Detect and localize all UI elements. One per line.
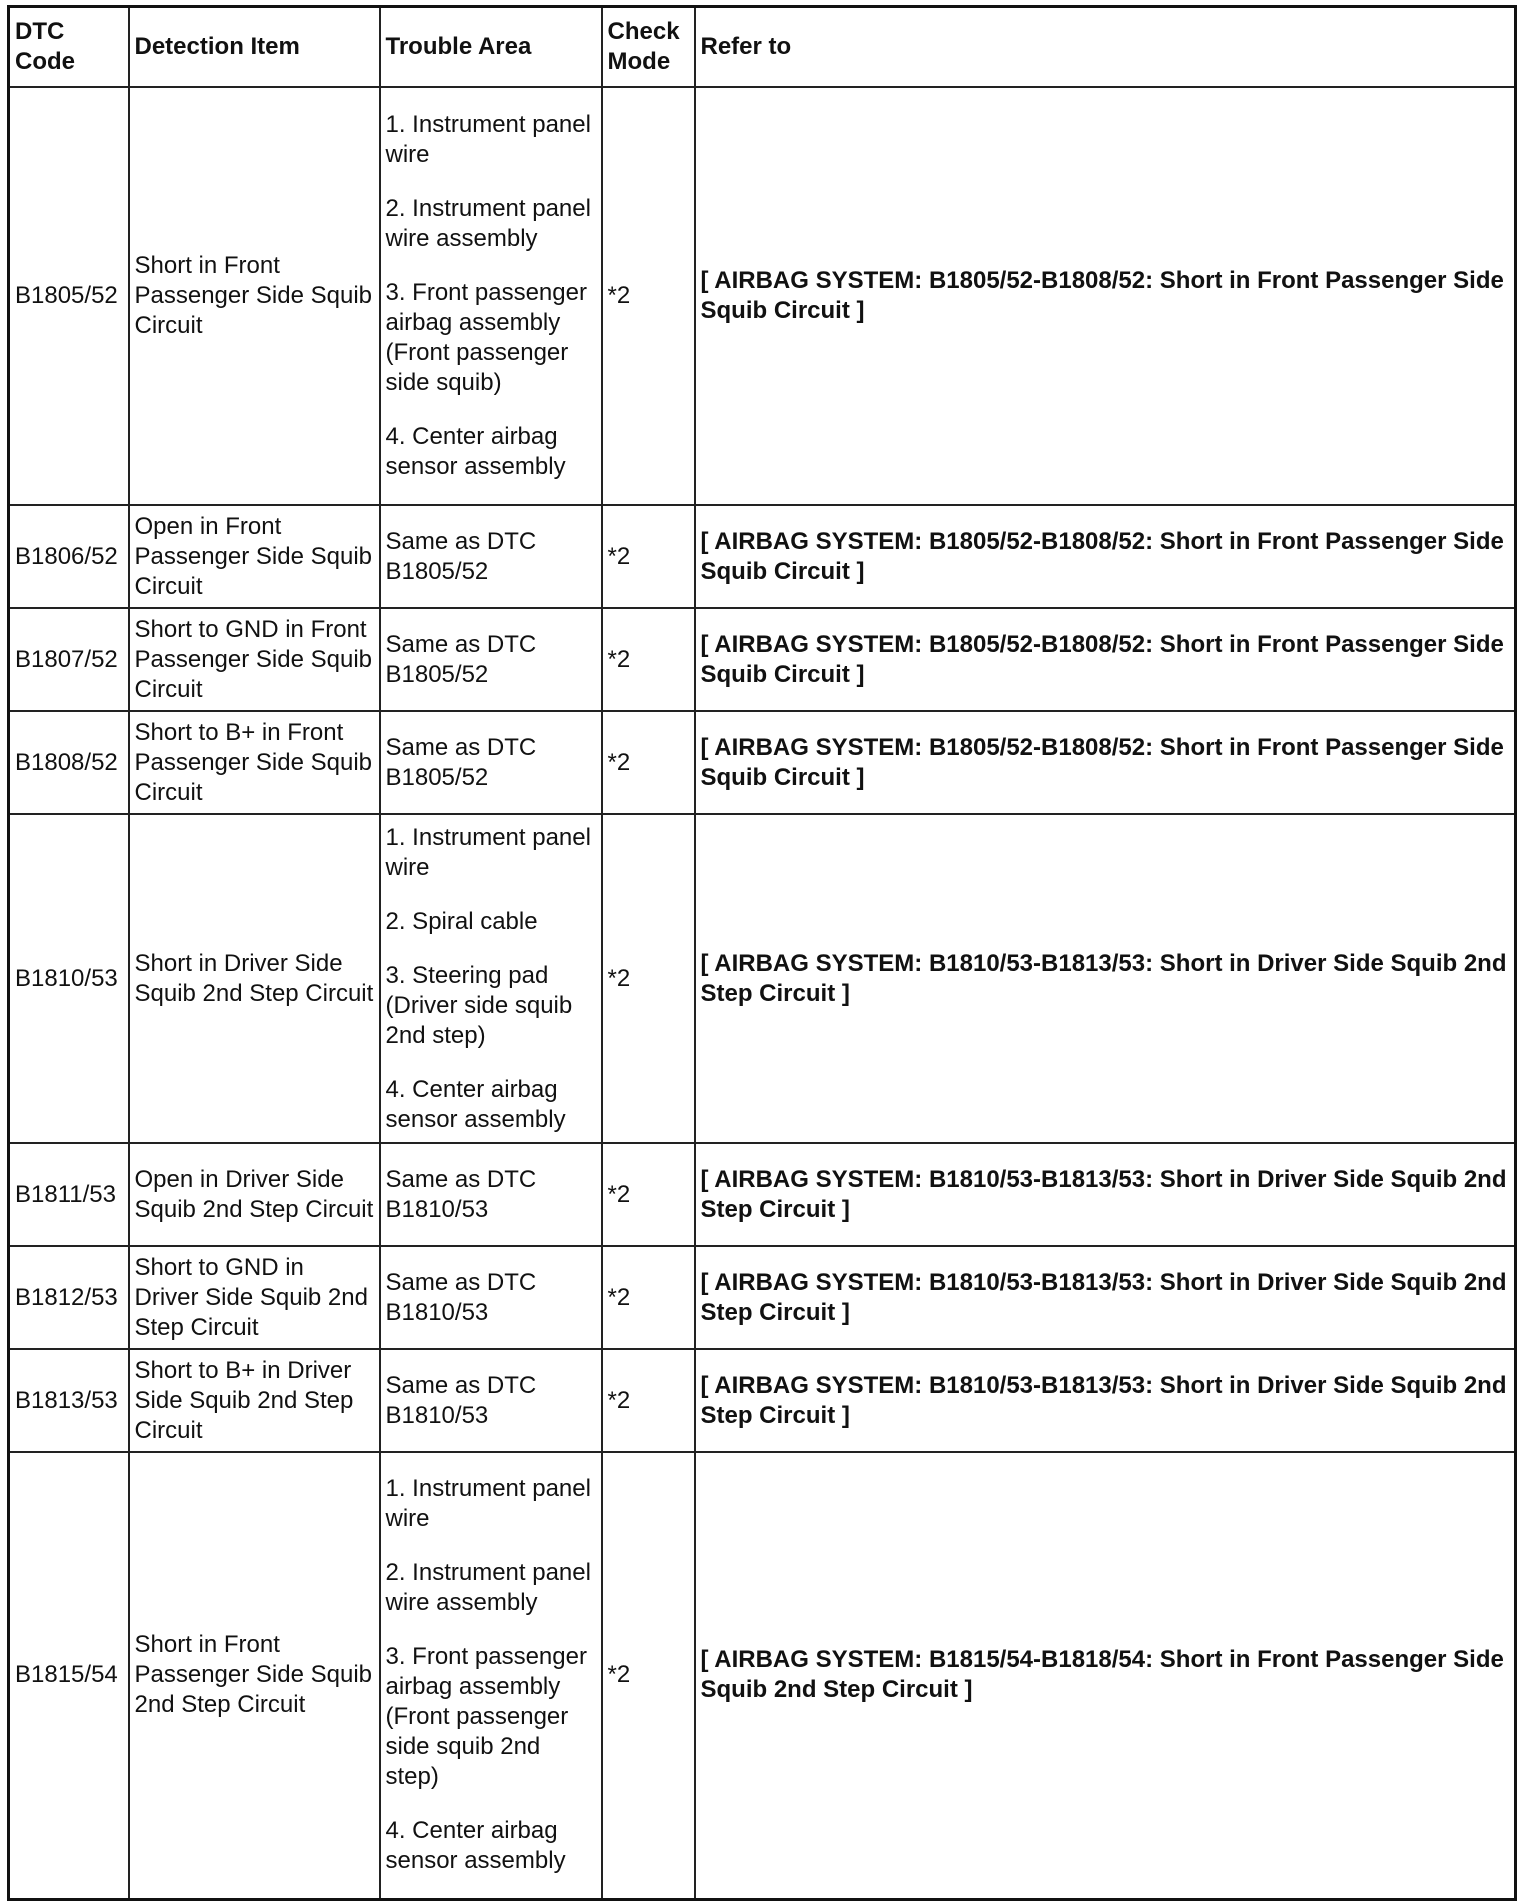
table-row bbox=[9, 1246, 1516, 1349]
trouble-area-cell bbox=[380, 814, 602, 1143]
refer-to-cell[interactable]: [ AIRBAG SYSTEM: B1810/53-B1813/53: Short in Driver Side Squib 2nd Step Circuit ] bbox=[695, 1246, 1516, 1349]
check-mode-cell: *2 bbox=[602, 1143, 695, 1246]
trouble-area-line: 1. Instrument panel wire bbox=[385, 823, 591, 881]
check-mode-cell: *2 bbox=[602, 814, 695, 1143]
refer-to-cell[interactable]: [ AIRBAG SYSTEM: B1815/54-B1818/54: Short in Front Passenger Side Squib 2nd Step Circuit ] bbox=[695, 1452, 1516, 1899]
dtc-table bbox=[7, 5, 1517, 1901]
trouble-area-line: Same as DTC B1805/52 bbox=[385, 630, 537, 688]
table-row bbox=[9, 505, 1516, 608]
page bbox=[7, 5, 1517, 1901]
table-row bbox=[9, 87, 1516, 505]
trouble-area-line: Same as DTC B1805/52 bbox=[385, 527, 537, 585]
trouble-area-cell bbox=[380, 1349, 602, 1452]
detection-item-cell: Short to B+ in Front Passenger Side Squib Circuit bbox=[129, 711, 380, 814]
trouble-area-line: Same as DTC B1810/53 bbox=[385, 1371, 537, 1429]
trouble-area-line: 2. Spiral cable bbox=[385, 907, 538, 935]
header-row bbox=[9, 7, 1516, 88]
detection-item-cell: Short in Driver Side Squib 2nd Step Circuit bbox=[129, 814, 380, 1143]
header-detection-item: Detection Item bbox=[129, 7, 380, 88]
table-row bbox=[9, 1143, 1516, 1246]
refer-to-cell[interactable]: [ AIRBAG SYSTEM: B1810/53-B1813/53: Short in Driver Side Squib 2nd Step Circuit ] bbox=[695, 814, 1516, 1143]
check-mode-cell: *2 bbox=[602, 1246, 695, 1349]
trouble-area-cell bbox=[380, 1452, 602, 1899]
trouble-area-cell bbox=[380, 1143, 602, 1246]
check-mode-cell: *2 bbox=[602, 1452, 695, 1899]
trouble-area-line: 1. Instrument panel wire bbox=[385, 1475, 591, 1533]
dtc-code-cell: B1805/52 bbox=[9, 87, 129, 505]
check-mode-cell: *2 bbox=[602, 87, 695, 505]
table-row bbox=[9, 814, 1516, 1143]
table-row bbox=[9, 1349, 1516, 1452]
trouble-area-line: 4. Center airbag sensor assembly bbox=[385, 1817, 566, 1875]
detection-item-cell: Short in Front Passenger Side Squib Circuit bbox=[129, 87, 380, 505]
refer-to-cell[interactable]: [ AIRBAG SYSTEM: B1805/52-B1808/52: Short in Front Passenger Side Squib Circuit ] bbox=[695, 87, 1516, 505]
trouble-area-line: 3. Front passenger airbag assembly (Front passenger side squib 2nd step) bbox=[385, 1643, 587, 1791]
trouble-area-cell bbox=[380, 711, 602, 814]
refer-to-cell[interactable]: [ AIRBAG SYSTEM: B1810/53-B1813/53: Short in Driver Side Squib 2nd Step Circuit ] bbox=[695, 1143, 1516, 1246]
trouble-area-cell bbox=[380, 87, 602, 505]
header-dtc-code: DTC Code bbox=[9, 7, 129, 88]
refer-to-cell[interactable]: [ AIRBAG SYSTEM: B1805/52-B1808/52: Short in Front Passenger Side Squib Circuit ] bbox=[695, 711, 1516, 814]
trouble-area-line: Same as DTC B1805/52 bbox=[385, 733, 537, 791]
trouble-area-line: 4. Center airbag sensor assembly bbox=[385, 1075, 566, 1133]
detection-item-cell: Short in Front Passenger Side Squib 2nd Step Circuit bbox=[129, 1452, 380, 1899]
trouble-area-line: 4. Center airbag sensor assembly bbox=[385, 423, 566, 480]
detection-item-cell: Open in Driver Side Squib 2nd Step Circuit bbox=[129, 1143, 380, 1246]
trouble-area-cell bbox=[380, 1246, 602, 1349]
table-row bbox=[9, 711, 1516, 814]
detection-item-cell: Short to GND in Front Passenger Side Squib Circuit bbox=[129, 608, 380, 711]
trouble-area-line: Same as DTC B1810/53 bbox=[385, 1268, 537, 1326]
trouble-area-cell bbox=[380, 608, 602, 711]
detection-item-cell: Short to B+ in Driver Side Squib 2nd Step Circuit bbox=[129, 1349, 380, 1452]
dtc-code-cell: B1810/53 bbox=[9, 814, 129, 1143]
detection-item-cell: Open in Front Passenger Side Squib Circuit bbox=[129, 505, 380, 608]
check-mode-cell: *2 bbox=[602, 608, 695, 711]
detection-item-cell: Short to GND in Driver Side Squib 2nd Step Circuit bbox=[129, 1246, 380, 1349]
dtc-code-cell: B1813/53 bbox=[9, 1349, 129, 1452]
table-row bbox=[9, 608, 1516, 711]
table-row bbox=[9, 1452, 1516, 1899]
trouble-area-cell bbox=[380, 505, 602, 608]
trouble-area-line: 2. Instrument panel wire assembly bbox=[385, 195, 591, 252]
dtc-code-cell: B1812/53 bbox=[9, 1246, 129, 1349]
check-mode-cell: *2 bbox=[602, 505, 695, 608]
dtc-code-cell: B1806/52 bbox=[9, 505, 129, 608]
trouble-area-line: Same as DTC B1810/53 bbox=[385, 1165, 537, 1223]
dtc-code-cell: B1808/52 bbox=[9, 711, 129, 814]
trouble-area-line: 2. Instrument panel wire assembly bbox=[385, 1559, 591, 1617]
header-trouble-area: Trouble Area bbox=[380, 7, 602, 88]
dtc-code-cell: B1815/54 bbox=[9, 1452, 129, 1899]
dtc-code-cell: B1811/53 bbox=[9, 1143, 129, 1246]
dtc-code-cell: B1807/52 bbox=[9, 608, 129, 711]
refer-to-cell[interactable]: [ AIRBAG SYSTEM: B1810/53-B1813/53: Short in Driver Side Squib 2nd Step Circuit ] bbox=[695, 1349, 1516, 1452]
trouble-area-line: 3. Front passenger airbag assembly (Front passenger side squib) bbox=[385, 279, 587, 396]
check-mode-cell: *2 bbox=[602, 711, 695, 814]
refer-to-cell[interactable]: [ AIRBAG SYSTEM: B1805/52-B1808/52: Short in Front Passenger Side Squib Circuit ] bbox=[695, 505, 1516, 608]
trouble-area-line: 1. Instrument panel wire bbox=[385, 111, 591, 168]
trouble-area-line: 3. Steering pad (Driver side squib 2nd step) bbox=[385, 961, 573, 1049]
header-refer-to: Refer to bbox=[695, 7, 1516, 88]
refer-to-cell[interactable]: [ AIRBAG SYSTEM: B1805/52-B1808/52: Short in Front Passenger Side Squib Circuit ] bbox=[695, 608, 1516, 711]
check-mode-cell: *2 bbox=[602, 1349, 695, 1452]
header-check-mode: Check Mode bbox=[602, 7, 695, 88]
